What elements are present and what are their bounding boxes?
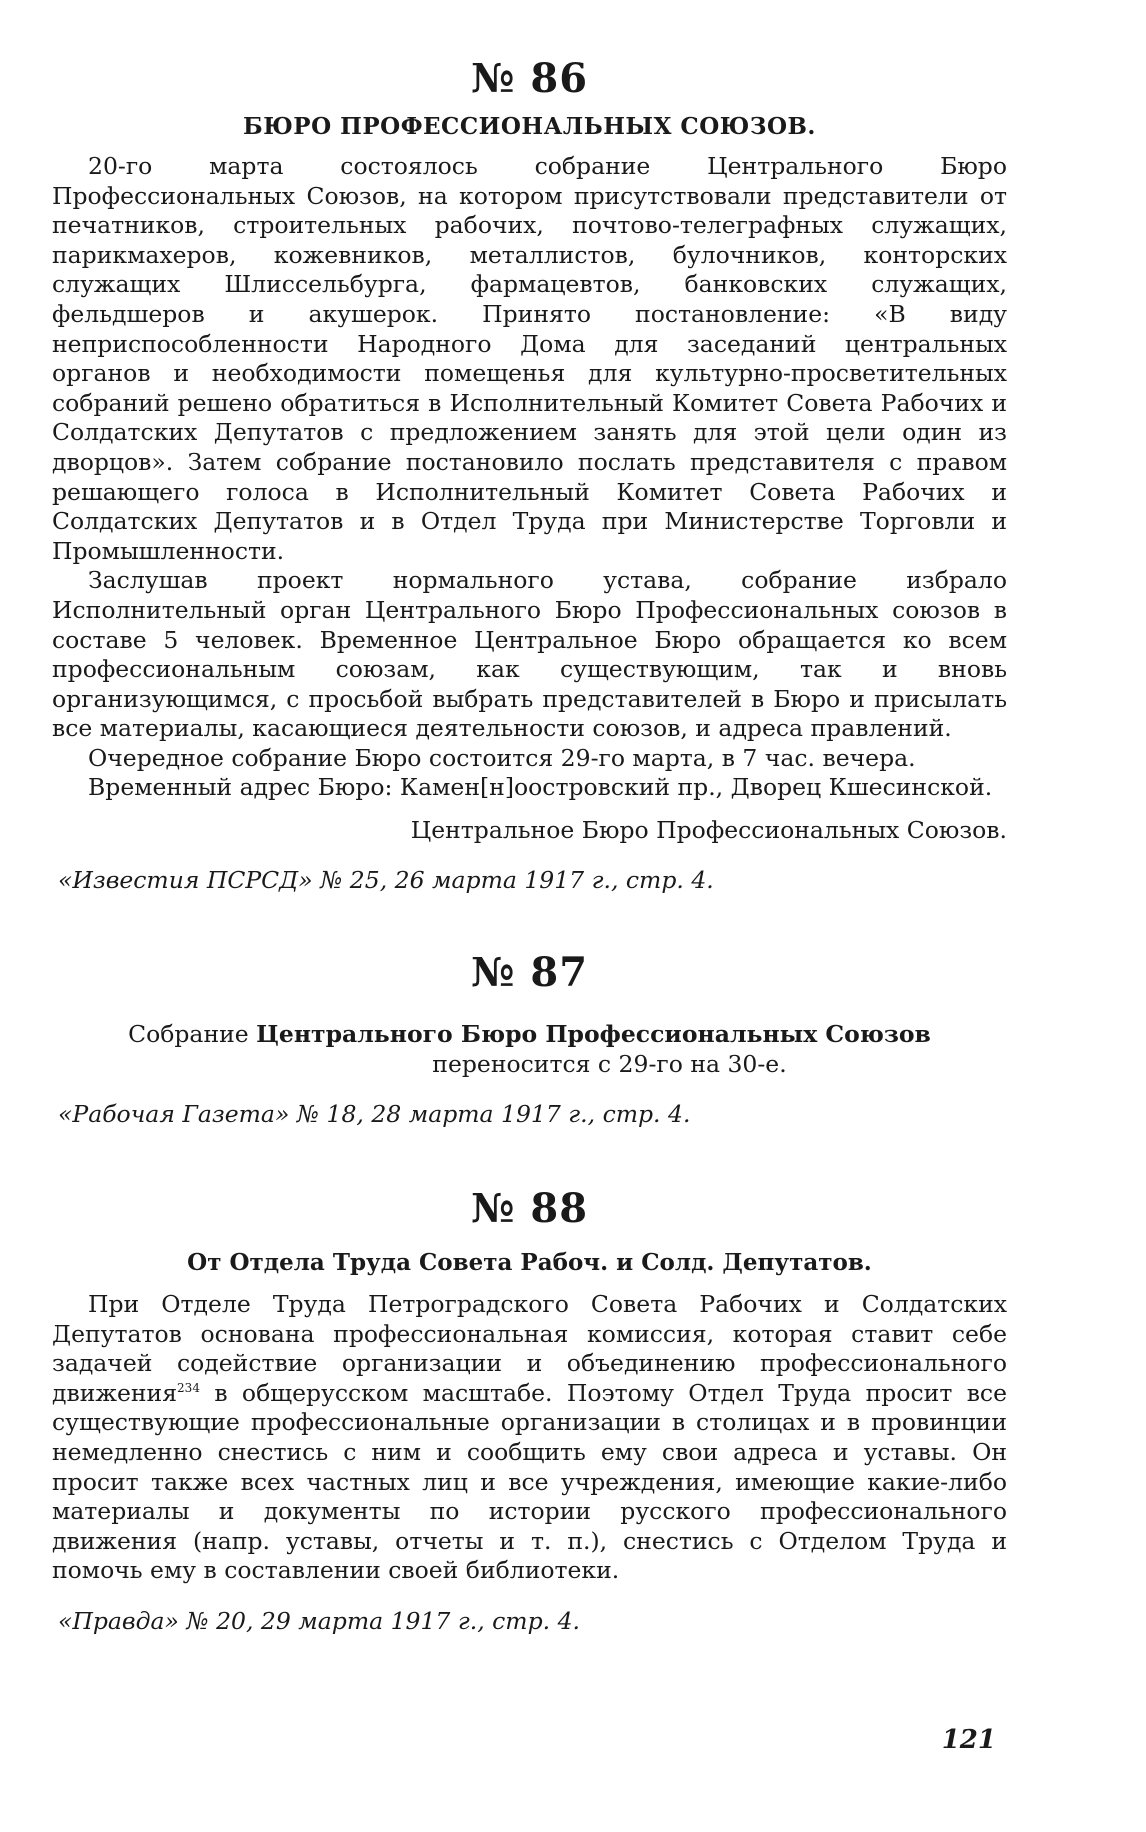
doc-87-number: № 87 [470,949,589,997]
doc-88-title: От Отдела Труда Совета Рабоч. и Солд. Депутатов. [187,1249,872,1277]
document-88 [52,1185,1007,1636]
doc-87-line-1 [52,1019,1007,1049]
document-86 [52,55,1007,895]
page-content [52,55,1007,1636]
doc-86-source: «Известия ПСРСД» № 25, 26 марта 1917 г., стр. 4. [58,866,714,895]
doc-86-number: № 86 [470,55,589,102]
doc-86-paragraph-2: Заслушав проект нормального устава, собрание избрало Исполнительный орган Центрального Бюро Профессиональных союзов в составе 5 человек. Временное Центральное Бюро обращается ко всем профессиональным союзам, как существующим, так и вновь организующимся, с просьбой выбрать представителей в Бюро и присылать все материалы, касающиеся деятельности союзов, и адреса правлений. [52,566,1007,743]
doc-88-paragraph [52,1290,1007,1586]
doc-88-paragraph-part-2: в общерусском масштабе. Поэтому Отдел Труда просит все существующие профессиональные организации в столицах и в провинции немедленно снестись с ним и сообщить ему свои адреса и уставы. Он просит также всех частных лиц и все учреждения, имеющие какие-либо материалы и документы по истории русского профессионального движения (напр. уставы, отчеты и т. п.), снестись с Отделом Труда и помочь ему в составлении своей библиотеки. [52,1378,1007,1585]
doc-86-paragraph-3: Очередное собрание Бюро состоится 29-го марта, в 7 час. вечера. [88,743,916,772]
document-87 [52,949,1007,1129]
doc-88-number: № 88 [470,1185,589,1233]
page-number: 121 [941,1725,996,1755]
doc-87-line-prefix: Собрание [128,1020,257,1049]
footnote-marker: 234 [177,1381,200,1396]
doc-86-title: БЮРО ПРОФЕССИОНАЛЬНЫХ СОЮЗОВ. [243,113,816,140]
doc-86-paragraph-1: 20-го марта состоялось собрание Центрального Бюро Профессиональных Союзов, на котором присутствовали представители от печатников, строительных рабочих, почтово-телеграфных служащих, парикмахеров, кожевников, металлистов, булочников, конторских служащих Шлиссельбурга, фармацевтов, банковских служащих, фельдшеров и акушерок. Принято постановление: «В виду неприспособленности Народного Дома для заседаний центральных органов и необходимости помещенья для культурно-просветительных собраний решено обратиться в Исполнительный Комитет Совета Рабочих и Солдатских Депутатов с предложением занять для этой цели один из дворцов». Затем собрание постановило послать представителя с правом решающего голоса в Исполнительный Комитет Совета Рабочих и Солдатских Депутатов и в Отдел Труда при Министерстве Торговли и Промышленности. [52,152,1007,565]
doc-88-paragraph-part-1: При Отделе Труда Петроградского Совета Рабочих и Солдатских Депутатов основана профессиональная комиссия, которая ставит себе задачей содействие организации и объединению профессионального движения [52,1290,1007,1407]
doc-87-source: «Рабочая Газета» № 18, 28 марта 1917 г., стр. 4. [58,1100,691,1129]
doc-86-signature: Центральное Бюро Профессиональных Союзов. [410,816,1007,845]
doc-87-line-bold: Центрального Бюро Профессиональных Союзов [256,1020,931,1049]
doc-88-source: «Правда» № 20, 29 марта 1917 г., стр. 4. [58,1607,580,1635]
doc-87-line-2: переносится с 29-го на 30-е. [432,1050,787,1079]
doc-86-paragraph-4: Временный адрес Бюро: Камен[н]оостровский пр., Дворец Кшесинской. [88,773,993,802]
